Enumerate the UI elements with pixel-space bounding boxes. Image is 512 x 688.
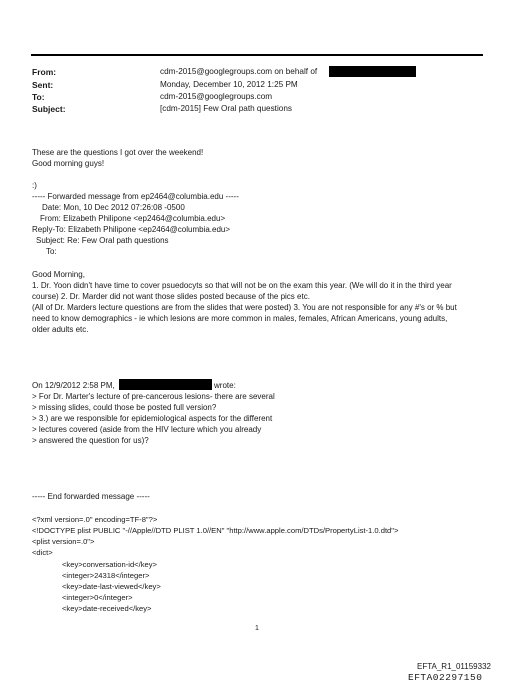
smiley: :) [32, 181, 37, 190]
quote-line-1: > For Dr. Marter's lecture of pre-cancerous lesions- there are several [32, 392, 275, 401]
plist-line-5: <key>conversation-id</key> [62, 560, 157, 569]
forward-start: ----- Forwarded message from ep2464@columbia.edu ----- [32, 192, 239, 201]
plist-line-4: <dict> [32, 548, 53, 557]
plist-line-8: <integer>0</integer> [62, 593, 133, 602]
sent-label: Sent: [32, 80, 54, 90]
plist-line-3: <plist version=.0"> [32, 537, 95, 546]
greeting: Good Morning, [32, 270, 85, 279]
forward-to: To: [46, 247, 57, 256]
quote-line-3: > 3.) are we responsible for epidemiological aspects for the different [32, 414, 273, 423]
from-label: From: [32, 67, 57, 77]
subject-label: Subject: [32, 104, 66, 114]
to-value: cdm-2015@googlegroups.com [160, 92, 273, 101]
header-rule [31, 54, 483, 56]
plist-line-1: <?xml version=.0" encoding=TF-8"?> [32, 515, 158, 524]
plist-line-7: <key>date-last-viewed</key> [62, 582, 161, 591]
to-label: To: [32, 92, 45, 102]
paragraph-line-4: need to know demographics - ie which lesions are more common in males, females, African Americans, young adults, [32, 314, 448, 323]
redaction-block [119, 379, 212, 390]
paragraph-line-5: older adults etc. [32, 325, 89, 334]
paragraph-line-2: course) 2. Dr. Marder did not want those slides posted because of the pics etc. [32, 292, 310, 301]
forward-end: ----- End forwarded message ----- [32, 492, 150, 501]
intro-line-2: Good morning guys! [32, 159, 105, 168]
quote-line-2: > missing slides, could those be posted full version? [32, 403, 217, 412]
quote-header-wrote: wrote: [214, 381, 236, 390]
bates-stamp-2: EFTA02297150 [408, 672, 483, 683]
sent-value: Monday, December 10, 2012 1:25 PM [160, 80, 298, 89]
page-number: 1 [255, 625, 259, 632]
quote-line-4: > lectures covered (aside from the HIV lecture which you already [32, 425, 262, 434]
quote-header-on: On 12/9/2012 2:58 PM, [32, 381, 115, 390]
plist-line-9: <key>date-received</key> [62, 604, 152, 613]
forward-subject: Subject: Re: Few Oral path questions [36, 236, 169, 245]
plist-line-2: <!DOCTYPE plist PUBLIC "-//Apple//DTD PLIST 1.0//EN" "http://www.apple.com/DTDs/PropertyList-1.0.dtd"> [32, 526, 399, 535]
paragraph-line-3: (All of Dr. Marders lecture questions are from the slides that were posted) 3. You are not responsible for any #'s or % but [32, 303, 457, 312]
plist-line-6: <integer>24318</integer> [62, 571, 150, 580]
forward-date: Date: Mon, 10 Dec 2012 07:26:08 -0500 [42, 203, 185, 212]
forward-reply-to: Reply-To: Elizabeth Philipone <ep2464@columbia.edu> [32, 225, 231, 234]
quote-line-5: > answered the question for us)? [32, 436, 149, 445]
bates-stamp-1: EFTA_R1_01159332 [417, 662, 491, 671]
forward-from: From: Elizabeth Philipone <ep2464@columbia.edu> [40, 214, 226, 223]
paragraph-line-1: 1. Dr. Yoon didn't have time to cover psuedocyts so that will not be on the exam this year. (We will do it in the third year [32, 281, 452, 290]
intro-line-1: These are the questions I got over the weekend! [32, 148, 204, 157]
redaction-block [329, 66, 416, 77]
subject-value: [cdm-2015] Few Oral path questions [160, 104, 292, 113]
from-value: cdm-2015@googlegroups.com on behalf of [160, 67, 318, 76]
